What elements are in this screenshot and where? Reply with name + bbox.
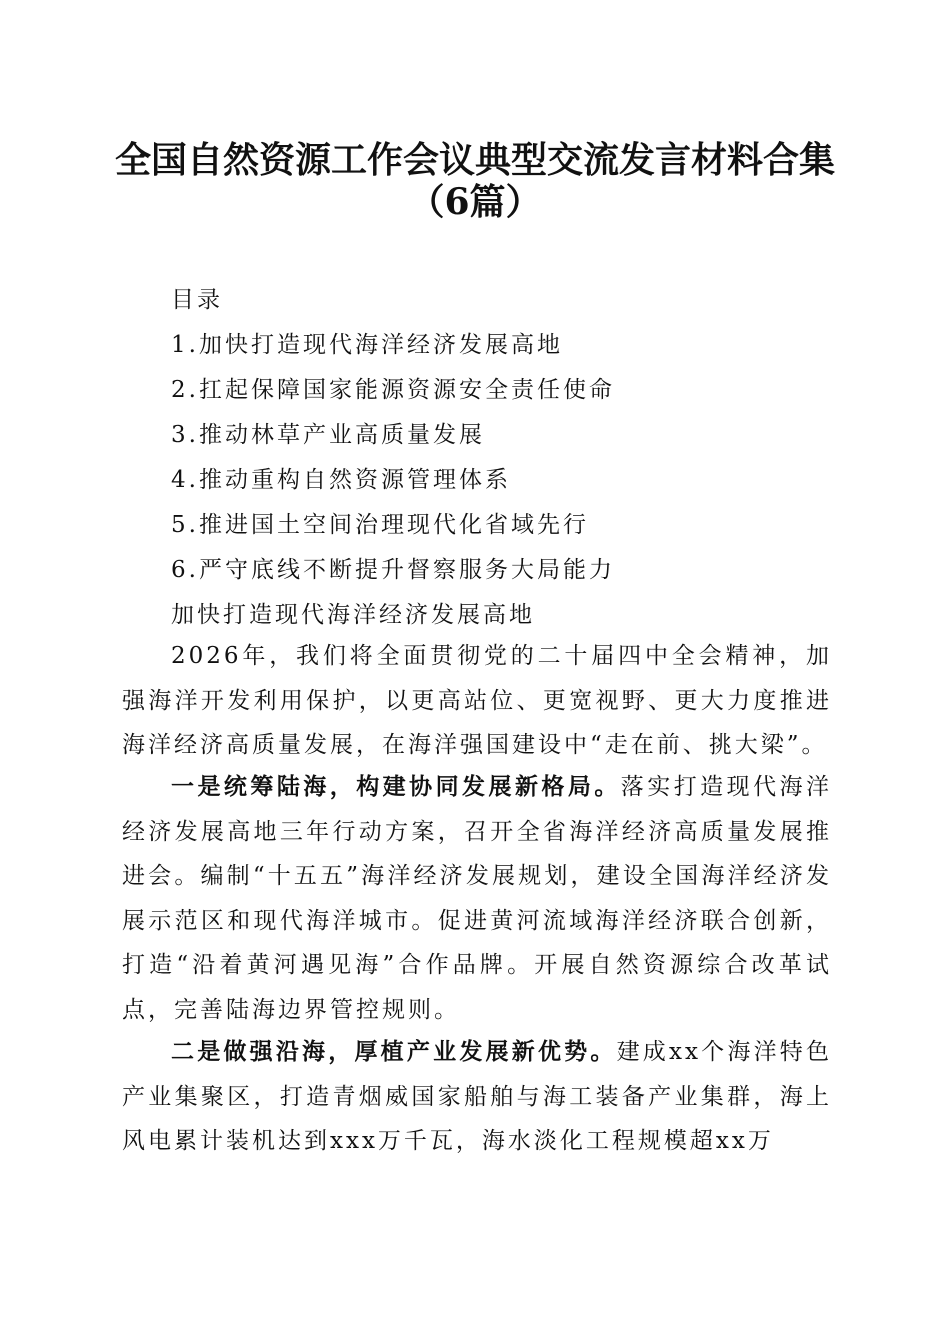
- paragraph-one-body: 落实打造现代海洋经济发展高地三年行动方案，召开全省海洋经济高质量发展推进会。编制“十五五”海洋经济发展规划，建设全国海洋经济发展示范区和现代海洋城市。促进黄河流域海洋经济联合创新，打造“沿着黄河遇见海”合作品牌。开展自然资源综合改革试点，完善陆海边界管控规则。: [122, 774, 833, 1023]
- document-title-count: （6篇）: [408, 181, 542, 223]
- table-of-contents: [171, 278, 615, 638]
- paragraph-intro: [122, 634, 832, 768]
- toc-item[interactable]: 3.推动林草产业高质量发展: [171, 422, 485, 448]
- paragraph-two: [122, 1030, 832, 1164]
- paragraph-two-body: 建成xx个海洋特色产业集聚区，打造青烟威国家船舶与海工装备产业集群，海上风电累计装机达到xxx万千瓦，海水淡化工程规模超xx万: [122, 1039, 832, 1154]
- paragraph-one: [122, 765, 832, 1032]
- toc-item[interactable]: 6.严守底线不断提升督察服务大局能力: [171, 557, 615, 583]
- toc-item[interactable]: 1.加快打造现代海洋经济发展高地: [171, 332, 563, 358]
- article-title: 加快打造现代海洋经济发展高地: [171, 602, 535, 628]
- paragraph-one-lead: 一是统筹陆海，构建协同发展新格局。: [171, 773, 621, 800]
- paragraph-intro-text: 2026年，我们将全面贯彻党的二十届四中全会精神，加强海洋开发利用保护，以更高站位、更宽视野、更大力度推进海洋经济高质量发展，在海洋强国建设中“走在前、挑大梁”。: [122, 643, 832, 758]
- toc-heading: 目录: [171, 287, 223, 313]
- toc-item[interactable]: 4.推动重构自然资源管理体系: [171, 467, 511, 493]
- toc-item[interactable]: 5.推进国土空间治理现代化省域先行: [171, 512, 589, 538]
- toc-item[interactable]: 2.扛起保障国家能源资源安全责任使命: [171, 377, 615, 403]
- paragraph-two-lead: 二是做强沿海，厚植产业发展新优势。: [171, 1038, 617, 1065]
- document-title: 全国自然资源工作会议典型交流发言材料合集: [114, 139, 835, 181]
